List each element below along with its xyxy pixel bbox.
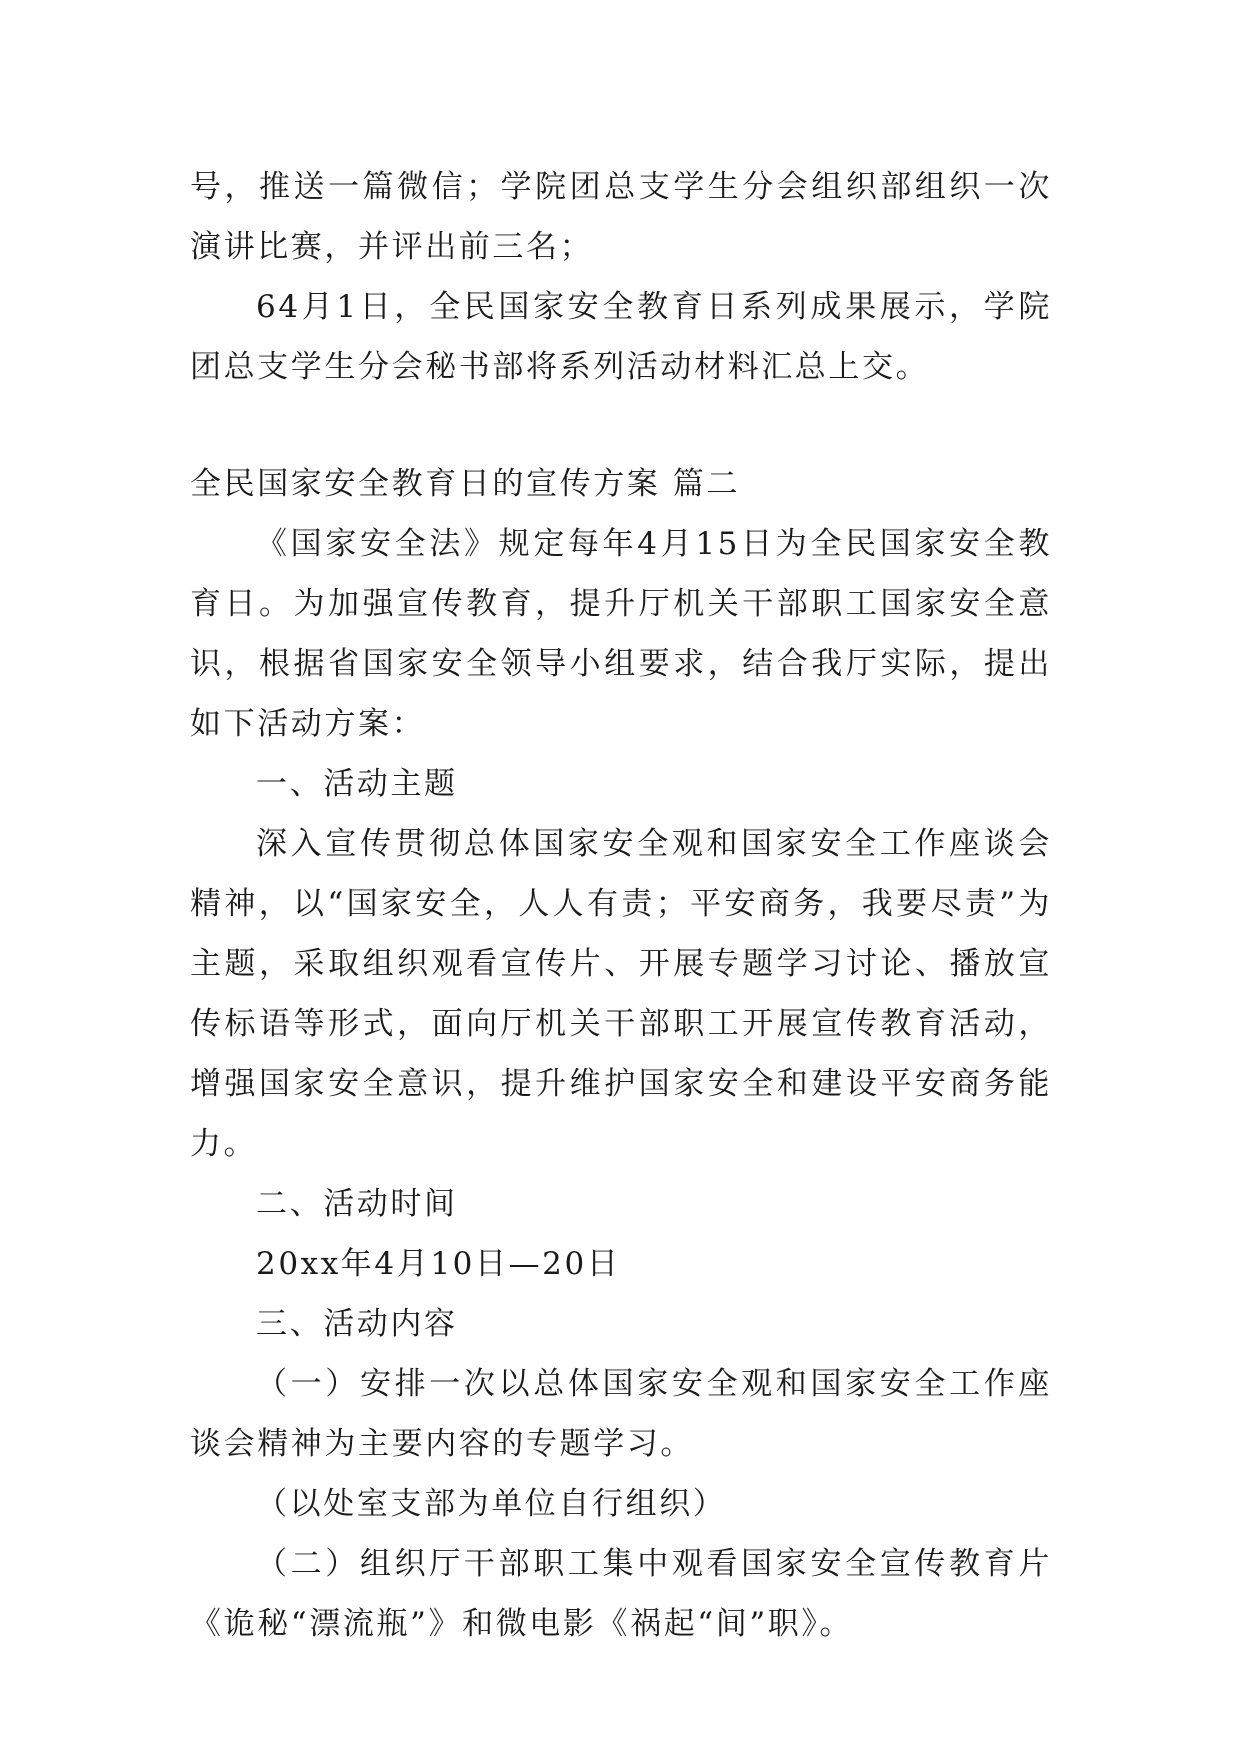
paragraph-activity-theme: 深入宣传贯彻总体国家安全观和国家安全工作座谈会精神，以“国家安全，人人有责；平安商务，我要尽责”为主题，采取组织观看宣传片、开展专题学习讨论、播放宣传标语等形式，面向厅机关干部职工开展宣传教育活动，增强国家安全意识，提升维护国家安全和建设平安商务能力。 xyxy=(190,826,1052,1162)
heading-activity-content: 三、活动内容 xyxy=(256,1306,458,1342)
paragraph-activity-time: 20xx年4月10日—20日 xyxy=(256,1246,621,1282)
continuation-text xyxy=(190,157,1052,397)
heading-activity-theme: 一、活动主题 xyxy=(256,766,458,802)
paragraph-speech-contest: 号，推送一篇微信；学院团总支学生分会组织部组织一次演讲比赛，并评出前三名； xyxy=(190,169,1052,265)
paragraph-content-item-1: （一）安排一次以总体国家安全观和国家安全工作座谈会精神为主要内容的专题学习。 xyxy=(190,1366,1052,1462)
section-two xyxy=(190,454,1052,1654)
paragraph-content-note: （以处室支部为单位自行组织） xyxy=(256,1486,727,1522)
section-title: 全民国家安全教育日的宣传方案 篇二 xyxy=(190,466,741,502)
heading-activity-time: 二、活动时间 xyxy=(256,1186,458,1222)
paragraph-content-item-2: （二）组织厅干部职工集中观看国家安全宣传教育片《诡秘“漂流瓶”》和微电影《祸起“间”职》。 xyxy=(190,1546,1052,1642)
paragraph-intro: 《国家安全法》规定每年4月15日为全民国家安全教育日。为加强宣传教育，提升厅机关干部职工国家安全意识，根据省国家安全领导小组要求，结合我厅实际，提出如下活动方案： xyxy=(190,526,1052,742)
paragraph-results-display: 64月1日，全民国家安全教育日系列成果展示，学院团总支学生分会秘书部将系列活动材料汇总上交。 xyxy=(190,289,1052,385)
